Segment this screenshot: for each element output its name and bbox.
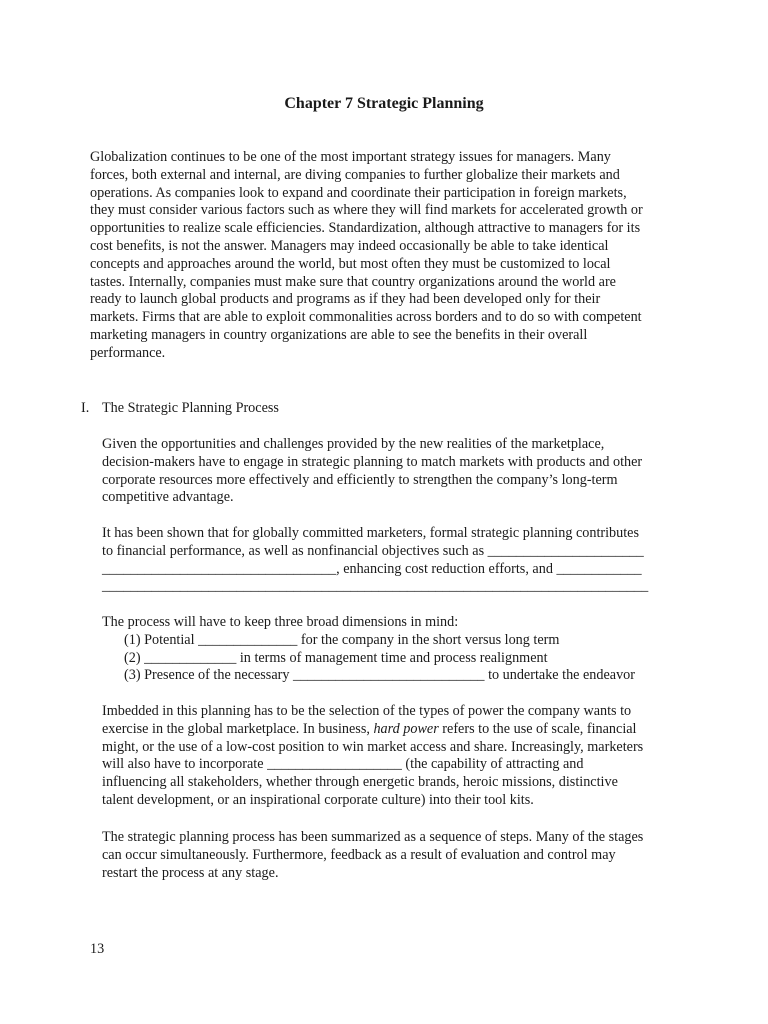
list-item: (1) Potential ______________ for the company in the short versus long term <box>124 631 560 648</box>
page-title: Chapter 7 Strategic Planning <box>284 95 484 112</box>
text-line: talent development, or an inspirational corporate culture) into their tool kits. <box>102 791 534 808</box>
text-line: might, or the use of a low-cost position to win market access and share. Increasingly, marketers <box>102 738 644 755</box>
text-line: marketing managers in country organizations are able to see the benefits in their overall <box>90 326 588 343</box>
text-line: Given the opportunities and challenges provided by the new realities of the marketplace, <box>102 436 605 452</box>
text-line: corporate resources more effectively and efficiently to strengthen the company’s long-term <box>102 471 618 488</box>
section-paragraph-5 <box>102 829 643 882</box>
section-paragraph-4 <box>102 703 643 810</box>
text-line: competitive advantage. <box>102 489 234 506</box>
text-line: ready to launch global products and programs as if they had been developed only for their <box>90 291 601 308</box>
text-line: influencing all stakeholders, whether through energetic brands, heroic missions, distinctive <box>102 774 618 791</box>
text-line: performance. <box>90 344 166 361</box>
text-fragment: refers to the use of scale, financial <box>438 720 637 737</box>
text-line: markets. Firms that are able to exploit commonalities across borders and to do so with competent <box>90 309 642 326</box>
intro-paragraph <box>90 149 643 363</box>
text-line: restart the process at any stage. <box>102 864 279 881</box>
section-number: I. <box>81 400 90 416</box>
text-line: Imbedded in this planning has to be the selection of the types of power the company wants to <box>102 703 632 719</box>
text-line: Globalization continues to be one of the most important strategy issues for managers. Many <box>90 149 611 165</box>
text-fragment: exercise in the global marketplace. In business, <box>102 720 374 737</box>
fill-in-blank-line: will also have to incorporate ___________________ (the capability of attracting and <box>102 756 584 773</box>
list-intro: The process will have to keep three broad dimensions in mind: <box>102 614 459 630</box>
list-item: (3) Presence of the necessary ___________________________ to undertake the endeavor <box>124 667 635 684</box>
section-heading: The Strategic Planning Process <box>102 400 279 416</box>
fill-in-blank-line: _________________________________, enhancing cost reduction efforts, and ____________ <box>102 560 642 577</box>
text-line: can occur simultaneously. Furthermore, feedback as a result of evaluation and control may <box>102 846 616 863</box>
fill-in-blank-line: _____________________________________________________________________________ <box>102 578 649 595</box>
section-paragraph-2 <box>102 525 648 596</box>
text-line: The strategic planning process has been summarized as a sequence of steps. Many of the stages <box>102 829 644 845</box>
text-line: tastes. Internally, companies must make sure that country organizations around the world are <box>90 273 616 290</box>
text-line: concepts and approaches around the world, but most often they must be customized to local <box>90 255 611 272</box>
emphasis-hard-power: hard power <box>373 720 439 737</box>
text-line: decision-makers have to engage in strategic planning to match markets with products and other <box>102 453 643 470</box>
text-line-with-emphasis <box>102 721 643 739</box>
fill-in-blank-line: to financial performance, as well as nonfinancial objectives such as ______________________ <box>102 542 644 559</box>
text-line: they must consider various factors such as where they will find markets for accelerated growth or <box>90 202 643 219</box>
text-line: operations. As companies look to expand and coordinate their participation in foreign markets, <box>90 184 627 201</box>
text-line: forces, both external and internal, are diving companies to further globalize their markets and <box>90 166 620 183</box>
list-item: (2) _____________ in terms of management time and process realignment <box>124 649 548 666</box>
section-paragraph-1 <box>102 436 642 507</box>
text-line: It has been shown that for globally committed marketers, formal strategic planning contributes <box>102 525 640 541</box>
page-number: 13 <box>90 941 105 957</box>
dimensions-list <box>102 614 635 685</box>
text-line: opportunities to realize scale efficiencies. Standardization, although attractive to managers for its <box>90 220 641 237</box>
text-line: cost benefits, is not the answer. Managers may indeed occasionally be able to take identical <box>90 237 609 254</box>
